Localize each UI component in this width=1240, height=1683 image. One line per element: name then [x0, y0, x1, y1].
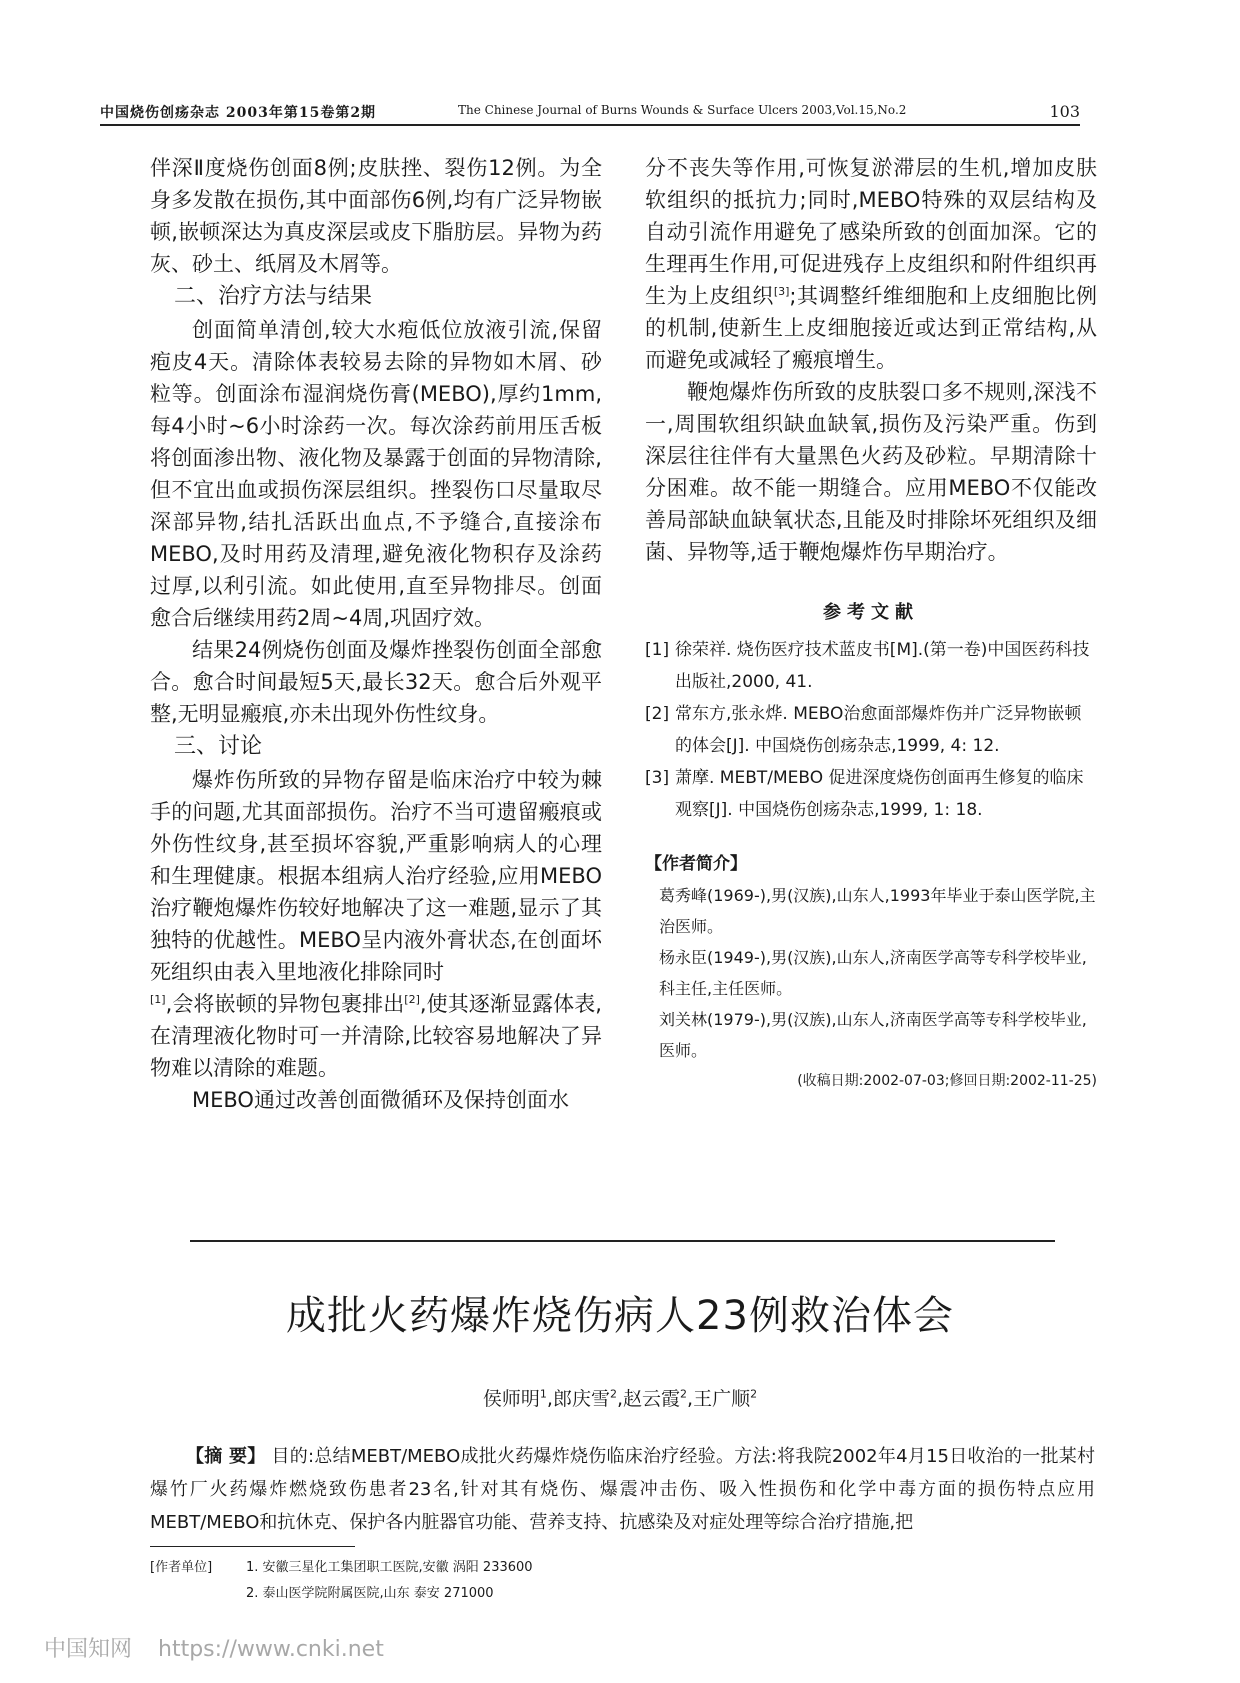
author-info-heading: 【作者简介】 — [645, 854, 747, 874]
abstract-label: 【摘 要】 — [186, 1446, 266, 1467]
paragraph: 爆炸伤所致的异物存留是临床治疗中较为棘手的问题,尤其面部损伤。治疗不当可遗留瘢痕或外伤性纹身,甚至损坏容貌,严重影响病人的心理和生理健康。根据本组病人治疗经验,应用MEBO治疗鞭炮爆炸伤较好地解决了这一难题,显示了其独特的优越性。MEBO呈内液外膏状态,在创面坏死组织由表入里地液化排除同时 — [150, 768, 602, 984]
paragraph: MEBO通过改善创面微循环及保持创面水 — [192, 1088, 569, 1112]
reference-item: [3] 萧摩. MEBT/MEBO 促进深度烧伤创面再生修复的临床观察[J]. 中国烧伤创疡杂志,1999, 1: 18. — [645, 768, 1084, 820]
author-name: 郎庆雪 — [552, 1388, 610, 1410]
page-number: 103 — [1049, 102, 1080, 121]
footnote-rule — [150, 1546, 355, 1547]
article-authors: 侯师明$^1$,郎庆雪$^2$,赵云霞$^2$,王广顺$^2$ — [482, 1387, 758, 1410]
affiliation-marker: 2 — [609, 1387, 617, 1401]
footnote-label: [作者单位] — [150, 1560, 213, 1575]
reference-item: [1] 徐荣祥. 烧伤医疗技术蓝皮书[M].(第一卷)中国医药科技出版社,2000, 41. — [645, 640, 1090, 692]
citation-marker: [1] — [150, 993, 166, 1006]
section-heading: 三、讨论 — [174, 734, 263, 759]
affiliation-marker: 1 — [539, 1387, 547, 1401]
footnote-line: 2. 泰山医学院附属医院,山东 泰安 271000 — [246, 1586, 494, 1601]
references-heading: 参考文献 — [823, 602, 919, 623]
footnote-row — [150, 1555, 850, 1581]
author-bio: 葛秀峰(1969-),男(汉族),山东人,1993年毕业于泰山医学院,主治医师。 — [659, 886, 1096, 936]
citation-marker: [2] — [404, 993, 420, 1006]
affiliation-footnote — [150, 1555, 850, 1607]
paragraph: [1],会将嵌顿的异物包裹排出[2],使其逐渐显露体表,在清理液化物时可一并清除,比较容易地解决了异物难以清除的难题。 — [150, 992, 602, 1080]
reference-item: [2] 常东方,张永烨. MEBO治愈面部爆炸伤并广泛异物嵌顿的体会[J]. 中国烧伤创疡杂志,1999, 4: 12. — [645, 704, 1082, 756]
right-column — [645, 152, 1097, 1096]
left-column — [150, 152, 602, 1116]
section-heading: 二、治疗方法与结果 — [174, 284, 373, 309]
footnote-line: 1. 安徽三星化工集团职工医院,安徽 涡阳 233600 — [246, 1560, 533, 1575]
citation-marker: [3] — [773, 285, 790, 298]
journal-name-en: The Chinese Journal of Burns Wounds & Surface Ulcers 2003,Vol.15,No.2 — [458, 103, 907, 117]
article-separator — [190, 1240, 1055, 1242]
author-bio: 刘关林(1979-),男(汉族),山东人,济南医学高等专科学校毕业,医师。 — [659, 1010, 1087, 1060]
watermark-site: 中国知网 — [44, 1637, 133, 1662]
affiliation-marker: 2 — [750, 1387, 758, 1401]
author-bio: 杨永臣(1949-),男(汉族),山东人,济南医学高等专科学校毕业,科主任,主任医师。 — [659, 948, 1087, 998]
abstract — [150, 1440, 1095, 1539]
reference-list — [645, 634, 1097, 826]
paragraph: 创面简单清创,较大水疱低位放液引流,保留疱皮4天。清除体表较易去除的异物如木屑、砂粒等。创面涂布湿润烧伤膏(MEBO),厚约1mm,每4小时~6小时涂药一次。每次涂药前用压舌板将创面渗出物、液化物及暴露于创面的异物清除,但不宜出血或损伤深层组织。挫裂伤口尽量取尽深部异物,结扎活跃出血点,不予缝合,直接涂布MEBO,及时用药及清理,避免液化物积存及涂药过厚,以利引流。如此使用,直至异物排尽。创面愈合后继续用药2周~4周,巩固疗效。 — [150, 318, 602, 630]
article-title: 成批火药爆炸烧伤病人23例救治体会 — [286, 1293, 954, 1339]
author-name: 王广顺 — [693, 1388, 751, 1410]
watermark-url: https://www.cnki.net — [158, 1637, 384, 1662]
cnki-watermark — [44, 1632, 384, 1663]
abstract-text: 目的:总结MEBT/MEBO成批火药爆炸烧伤临床治疗经验。方法:将我院2002年4月15日收治的一批某村爆竹厂火药爆炸燃烧致伤患者23名,针对其有烧伤、爆震冲击伤、吸入性损伤和化学中毒方面的损伤特点应用MEBT/MEBO和抗休克、保护各内脏器官功能、营养支持、抗感染及对症处理等综合治疗措施,把 — [150, 1446, 1095, 1533]
paragraph: 结果24例烧伤创面及爆炸挫裂伤创面全部愈合。愈合时间最短5天,最长32天。愈合后外观平整,无明显瘢痕,亦未出现外伤性纹身。 — [150, 638, 602, 726]
affiliation-marker: 2 — [680, 1387, 688, 1401]
paragraph: 伴深Ⅱ度烧伤创面8例;皮肤挫、裂伤12例。为全身多发散在损伤,其中面部伤6例,均有广泛异物嵌顿,嵌顿深达为真皮深层或皮下脂肪层。异物为药灰、砂土、纸屑及木屑等。 — [150, 156, 602, 276]
author-name: 侯师明 — [482, 1388, 540, 1410]
journal-name-cn: 中国烧伤创疡杂志 2003年第15卷第2期 — [100, 105, 377, 121]
received-dates: (收稿日期:2002-07-03;修回日期:2002-11-25) — [797, 1073, 1097, 1089]
paragraph: 鞭炮爆炸伤所致的皮肤裂口多不规则,深浅不一,周围软组织缺血缺氧,损伤及污染严重。伤到深层往往伴有大量黑色火药及砂粒。早期清除十分困难。故不能一期缝合。应用MEBO不仅能改善局部缺血缺氧状态,且能及时排除坏死组织及细菌、异物等,适于鞭炮爆炸伤早期治疗。 — [645, 380, 1097, 564]
running-header — [100, 98, 1080, 126]
author-name: 赵云霞 — [623, 1388, 681, 1410]
footnote-row — [150, 1581, 850, 1607]
paragraph: 分不丧失等作用,可恢复淤滞层的生机,增加皮肤软组织的抵抗力;同时,MEBO特殊的双层结构及自动引流作用避免了感染所致的创面加深。它的生理再生作用,可促进残存上皮组织和附件组织再生为上皮组织[3];其调整纤维细胞和上皮细胞比例的机制,使新生上皮细胞接近或达到正常结构,从而避免或减轻了瘢痕增生。 — [645, 156, 1098, 372]
